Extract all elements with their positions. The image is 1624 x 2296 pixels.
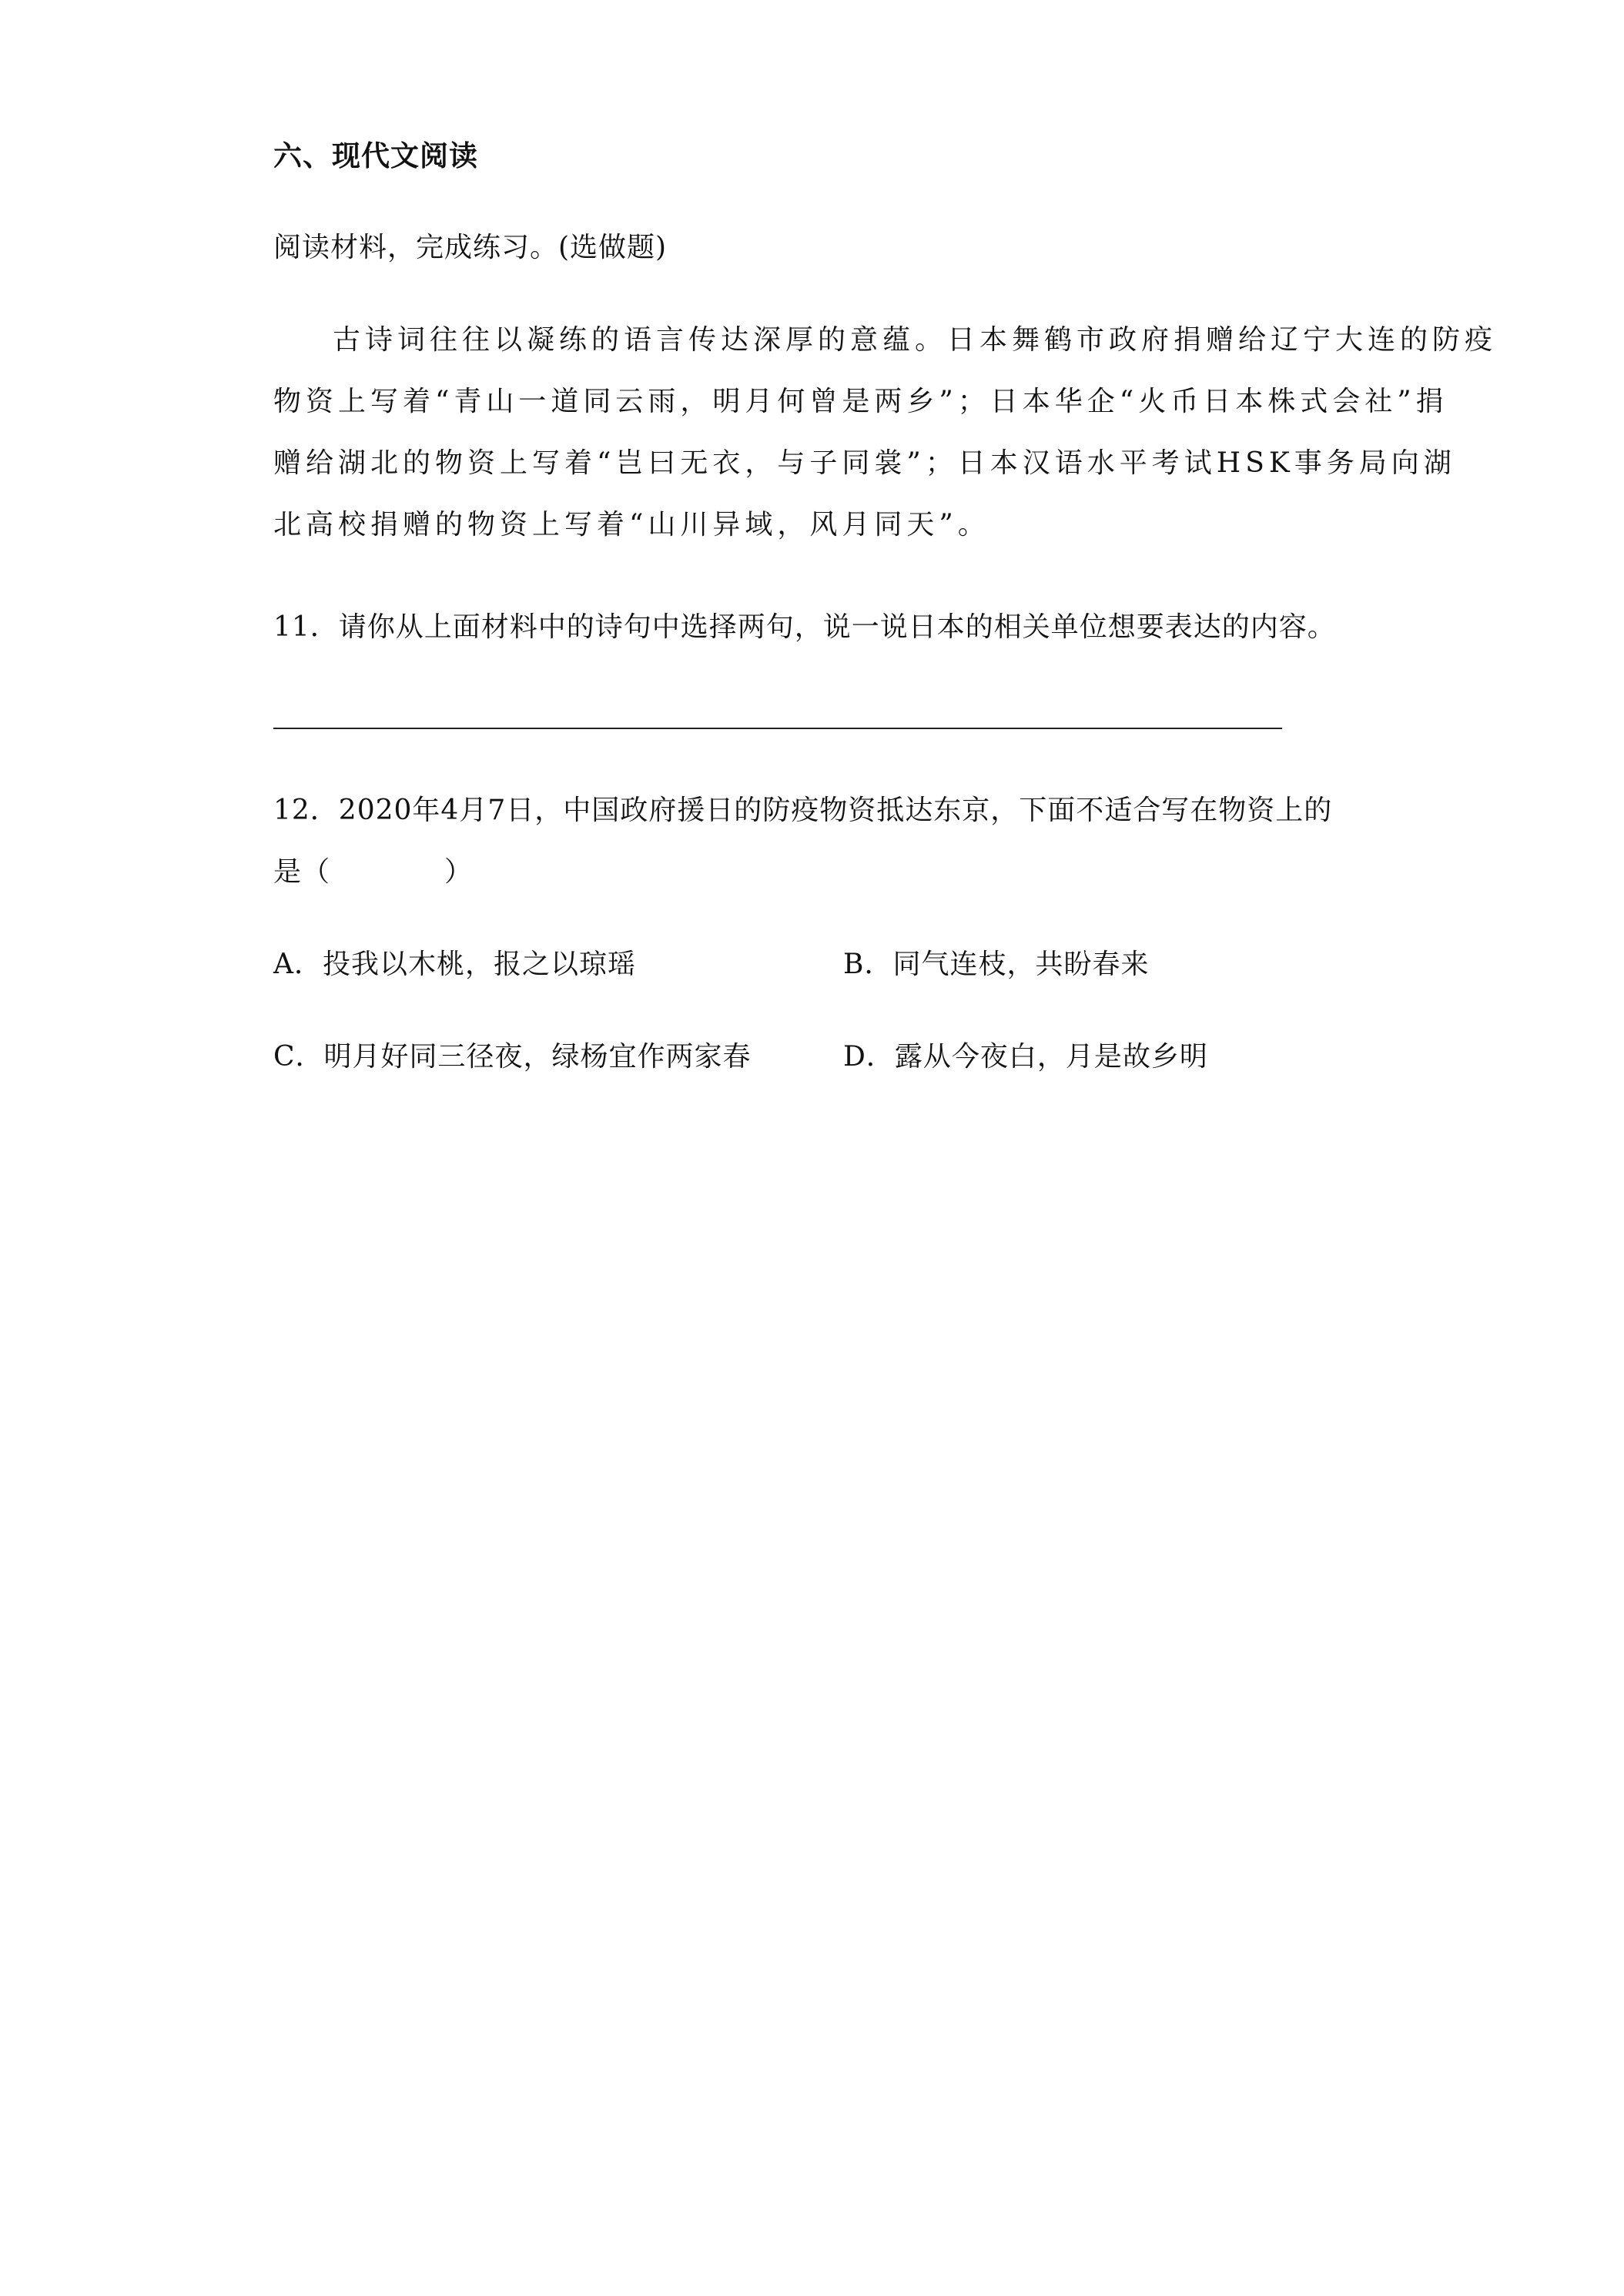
question-11: 11．请你从上面材料中的诗句中选择两句，说一说日本的相关单位想要表达的内容。	[273, 611, 1336, 643]
passage-line-2: 物资上写着“青山一道同云雨，明月何曾是两乡”；日本华企“火币日本株式会社”捐	[273, 386, 1448, 417]
option-c[interactable]: C．明月好同三径夜，绿杨宜作两家春	[273, 1041, 752, 1073]
section-heading: 六、现代文阅读	[273, 139, 478, 172]
option-b[interactable]: B．同气连枝，共盼春来	[843, 949, 1150, 980]
passage-line-3: 赠给湖北的物资上写着“岂曰无衣，与子同裳”；日本汉语水平考试HSK事务局向湖	[273, 447, 1456, 479]
option-a[interactable]: A．投我以木桃，报之以琼瑶	[273, 949, 636, 980]
passage-line-4: 北高校捐赠的物资上写着“山川异域，风月同天”。	[273, 509, 990, 541]
answer-blank-line[interactable]	[273, 728, 1282, 729]
passage-line-1: 古诗词往往以凝练的语言传达深厚的意蕴。日本舞鹤市政府捐赠给辽宁大连的防疫	[333, 324, 1498, 356]
reading-instruction: 阅读材料，完成练习。(选做题)	[273, 232, 668, 263]
question-12-line-1: 12．2020年4月7日，中国政府援日的防疫物资抵达东京，下面不适合写在物资上的	[273, 795, 1333, 826]
option-d[interactable]: D．露从今夜白，月是故乡明	[843, 1041, 1208, 1073]
question-12-line-2: 是（ ）	[273, 856, 474, 888]
